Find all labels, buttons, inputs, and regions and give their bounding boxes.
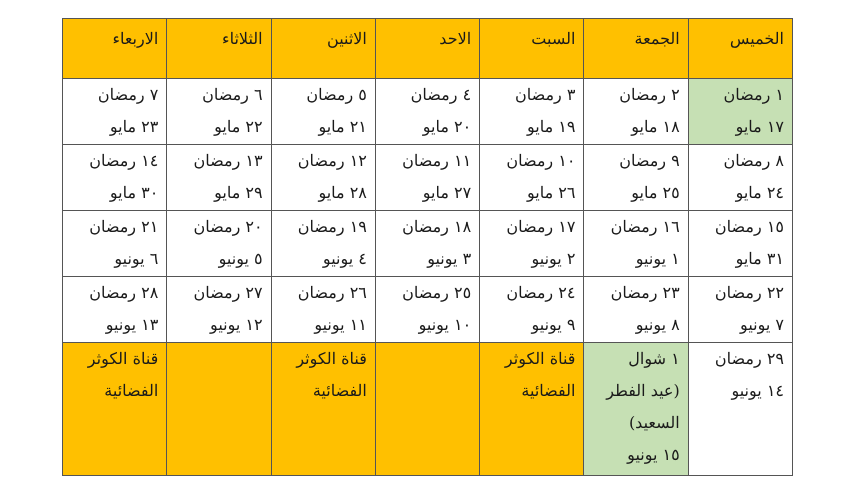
gregorian-date: ٢٦ مايو xyxy=(527,183,576,202)
day-cell xyxy=(480,211,584,277)
week-row xyxy=(63,145,793,211)
gregorian-date: ٩ يونيو xyxy=(531,315,576,334)
week-row xyxy=(63,79,793,145)
gregorian-date: ١ يونيو xyxy=(635,249,680,268)
day-cell xyxy=(167,277,271,343)
ramadan-date: ٦ رمضان xyxy=(202,85,263,104)
cell-text-line: قناة الكوثر xyxy=(504,349,576,368)
ramadan-date: ٩ رمضان xyxy=(619,151,680,170)
cell-text-line: ٢٩ رمضان xyxy=(714,349,784,368)
gregorian-date: ٣١ مايو xyxy=(735,249,784,268)
day-cell xyxy=(63,343,167,476)
day-cell xyxy=(584,145,688,211)
day-cell xyxy=(688,79,792,145)
day-cell xyxy=(271,145,375,211)
cell-text-line: السعيد) xyxy=(628,413,680,432)
day-cell xyxy=(480,145,584,211)
ramadan-date: ١٩ رمضان xyxy=(297,217,367,236)
empty-cell xyxy=(167,343,271,476)
final-week-row xyxy=(63,343,793,476)
gregorian-date: ٢٩ مايو xyxy=(214,183,263,202)
week-row xyxy=(63,211,793,277)
weekday-label: الثلاثاء xyxy=(222,29,263,48)
day-cell xyxy=(63,277,167,343)
ramadan-date: ١٦ رمضان xyxy=(610,217,680,236)
day-cell xyxy=(688,343,792,476)
gregorian-date: ٧ يونيو xyxy=(740,315,784,334)
cell-text-line: قناة الكوثر xyxy=(296,349,367,368)
gregorian-date: ٢٨ مايو xyxy=(318,183,367,202)
ramadan-calendar-table xyxy=(62,18,793,476)
weekday-header xyxy=(375,19,479,79)
week-row xyxy=(63,277,793,343)
ramadan-date: ٢٨ رمضان xyxy=(89,283,159,302)
weekday-header xyxy=(584,19,688,79)
weekday-label: الاحد xyxy=(439,29,472,48)
ramadan-date: ٣ رمضان xyxy=(514,85,576,104)
ramadan-date: ٢٢ رمضان xyxy=(714,283,784,302)
ramadan-date: ٢٥ رمضان xyxy=(402,283,472,302)
day-cell xyxy=(480,343,584,476)
gregorian-date: ١٧ مايو xyxy=(735,117,784,136)
gregorian-date: ٢ يونيو xyxy=(531,249,576,268)
gregorian-date: ٣٠ مايو xyxy=(109,183,159,202)
gregorian-date: ٢٥ مايو xyxy=(631,183,680,202)
day-cell xyxy=(688,211,792,277)
ramadan-date: ٢١ رمضان xyxy=(89,217,159,236)
cell-text-line: ١٥ يونيو xyxy=(627,445,680,464)
day-cell xyxy=(271,79,375,145)
day-cell xyxy=(167,145,271,211)
gregorian-date: ٢٧ مايو xyxy=(422,183,472,202)
day-cell xyxy=(271,343,375,476)
ramadan-date: ٢٧ رمضان xyxy=(193,283,263,302)
weekday-label: الاربعاء xyxy=(112,29,159,48)
ramadan-date: ٥ رمضان xyxy=(306,85,367,104)
ramadan-date: ٢٠ رمضان xyxy=(193,217,263,236)
weekday-label: السبت xyxy=(531,29,576,48)
day-cell xyxy=(584,211,688,277)
calendar-body xyxy=(63,79,793,476)
weekday-header xyxy=(480,19,584,79)
ramadan-date: ٨ رمضان xyxy=(723,151,784,170)
gregorian-date: ١٨ مايو xyxy=(631,117,680,136)
gregorian-date: ١٩ مايو xyxy=(527,117,576,136)
weekday-label: الجمعة xyxy=(634,29,680,48)
day-cell xyxy=(63,145,167,211)
weekday-header xyxy=(63,19,167,79)
cell-text-line: الفضائية xyxy=(312,381,367,400)
day-cell xyxy=(375,79,479,145)
ramadan-date: ٤ رمضان xyxy=(410,85,472,104)
day-cell xyxy=(584,277,688,343)
cell-text-line: (عيد الفطر xyxy=(606,381,680,400)
ramadan-date: ٢٦ رمضان xyxy=(297,283,367,302)
ramadan-date: ١٤ رمضان xyxy=(89,151,159,170)
ramadan-date: ١٧ رمضان xyxy=(506,217,576,236)
cell-text-line: قناة الكوثر xyxy=(87,349,159,368)
gregorian-date: ٢٣ مايو xyxy=(109,117,159,136)
day-cell xyxy=(63,211,167,277)
empty-cell xyxy=(375,343,479,476)
day-cell xyxy=(271,277,375,343)
ramadan-date: ١٢ رمضان xyxy=(297,151,367,170)
day-cell xyxy=(375,145,479,211)
gregorian-date: ١١ يونيو xyxy=(314,315,367,334)
day-cell xyxy=(167,211,271,277)
cell-text-line: الفضائية xyxy=(521,381,576,400)
ramadan-date: ٢ رمضان xyxy=(619,85,680,104)
gregorian-date: ١٢ يونيو xyxy=(210,315,263,334)
gregorian-date: ٦ يونيو xyxy=(114,249,159,268)
day-cell xyxy=(688,277,792,343)
ramadan-date: ٧ رمضان xyxy=(97,85,159,104)
gregorian-date: ٥ يونيو xyxy=(218,249,263,268)
cell-text-line: ١٤ يونيو xyxy=(731,381,784,400)
ramadan-date: ١ رمضان xyxy=(723,85,784,104)
weekday-header xyxy=(167,19,271,79)
day-cell xyxy=(584,79,688,145)
gregorian-date: ٢١ مايو xyxy=(318,117,367,136)
ramadan-date: ١٨ رمضان xyxy=(402,217,472,236)
weekday-header xyxy=(271,19,375,79)
day-cell xyxy=(375,277,479,343)
ramadan-date: ١٠ رمضان xyxy=(506,151,576,170)
day-cell xyxy=(688,145,792,211)
gregorian-date: ٢٢ مايو xyxy=(214,117,263,136)
ramadan-date: ١٣ رمضان xyxy=(193,151,263,170)
ramadan-date: ١٥ رمضان xyxy=(714,217,784,236)
day-cell xyxy=(480,79,584,145)
day-cell xyxy=(63,79,167,145)
gregorian-date: ١٣ يونيو xyxy=(105,315,159,334)
weekday-header-row xyxy=(63,19,793,79)
weekday-label: الاثنين xyxy=(327,29,367,48)
day-cell xyxy=(584,343,688,476)
gregorian-date: ١٠ يونيو xyxy=(418,315,472,334)
ramadan-date: ١١ رمضان xyxy=(402,151,472,170)
gregorian-date: ٤ يونيو xyxy=(322,249,367,268)
day-cell xyxy=(271,211,375,277)
gregorian-date: ٢٤ مايو xyxy=(735,183,784,202)
day-cell xyxy=(167,79,271,145)
gregorian-date: ٨ يونيو xyxy=(635,315,680,334)
gregorian-date: ٣ يونيو xyxy=(427,249,472,268)
day-cell xyxy=(375,211,479,277)
cell-text-line: ١ شوال xyxy=(628,349,680,368)
ramadan-date: ٢٤ رمضان xyxy=(506,283,576,302)
weekday-header xyxy=(688,19,792,79)
day-cell xyxy=(480,277,584,343)
gregorian-date: ٢٠ مايو xyxy=(422,117,472,136)
ramadan-date: ٢٣ رمضان xyxy=(610,283,680,302)
weekday-label: الخميس xyxy=(729,29,784,48)
cell-text-line: الفضائية xyxy=(104,381,159,400)
